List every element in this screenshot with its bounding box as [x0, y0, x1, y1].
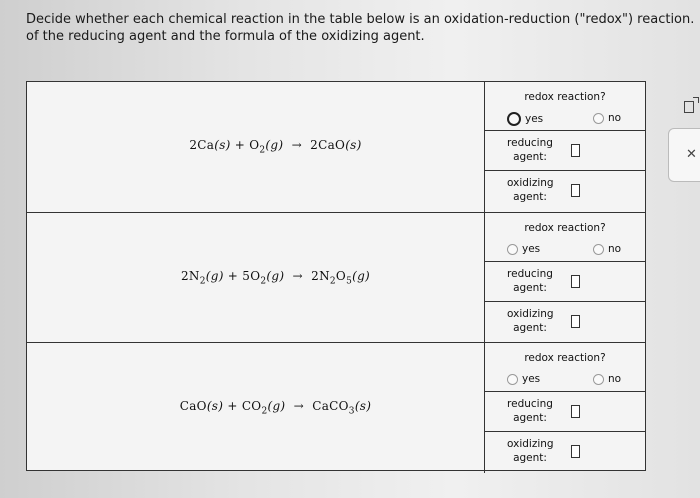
- equation-part: + CO: [223, 399, 262, 414]
- oxidizing-agent-label-line2: agent:: [513, 452, 547, 464]
- reducing-agent-label-line2: agent:: [513, 412, 547, 424]
- no-radio[interactable]: [593, 113, 604, 124]
- redox-no-option[interactable]: [593, 243, 621, 255]
- equation-part: (g): [352, 269, 371, 284]
- reducing-agent-box: [485, 262, 645, 302]
- equation-part: (g): [265, 138, 284, 153]
- equation-part: + O: [230, 138, 260, 153]
- equation-part: 2: [329, 276, 336, 287]
- oxidizing-agent-label: [507, 176, 553, 204]
- table-row: [27, 82, 645, 212]
- reducing-agent-label-line1: reducing: [507, 398, 553, 410]
- oxidizing-agent-label-line1: oxidizing: [507, 438, 554, 450]
- redox-no-option[interactable]: [593, 373, 621, 385]
- reducing-agent-input[interactable]: [571, 144, 580, 157]
- reducing-agent-input[interactable]: [571, 275, 580, 288]
- equation-part: 3: [348, 406, 355, 417]
- yes-radio[interactable]: [507, 244, 518, 255]
- redox-yes-option[interactable]: [507, 373, 540, 385]
- answer-panel: [485, 213, 645, 343]
- oxidizing-agent-input[interactable]: [571, 315, 580, 328]
- close-icon[interactable]: ✕: [686, 147, 697, 162]
- oxidizing-agent-input[interactable]: [571, 445, 580, 458]
- equation-part: → 2CaO: [283, 138, 346, 153]
- equation-part: → 2N: [284, 269, 330, 284]
- equation-part: 2N: [180, 269, 200, 284]
- instructions: [26, 11, 700, 45]
- reducing-agent-label-line2: agent:: [513, 282, 547, 294]
- equation-part: 2Ca: [189, 138, 215, 153]
- equation-part: 2: [199, 276, 206, 287]
- equation-part: 5: [346, 276, 353, 287]
- reducing-agent-box: [485, 131, 645, 171]
- equation-part: 2: [259, 145, 266, 156]
- reducing-agent-label: [507, 136, 553, 164]
- oxidizing-agent-box: [485, 171, 645, 211]
- reducing-agent-label-line1: reducing: [507, 268, 553, 280]
- redox-question-label: redox reaction?: [524, 352, 606, 364]
- no-radio[interactable]: [593, 374, 604, 385]
- reducing-agent-input[interactable]: [571, 405, 580, 418]
- superscript-mark-icon: [693, 97, 699, 103]
- no-label: no: [608, 112, 622, 124]
- instructions-line-2: of the reducing agent and the formula of the oxidizing agent.: [26, 29, 425, 44]
- no-label: no: [608, 243, 622, 255]
- oxidizing-agent-input[interactable]: [571, 184, 580, 197]
- reaction-cell: [27, 343, 485, 473]
- reducing-agent-label: [507, 267, 553, 295]
- redox-yes-option[interactable]: [507, 112, 543, 126]
- equation-part: → CaCO: [285, 399, 349, 414]
- yes-label: yes: [522, 243, 541, 255]
- yes-label: yes: [522, 373, 541, 385]
- table-row: [27, 212, 645, 343]
- oxidizing-agent-label-line1: oxidizing: [507, 308, 554, 320]
- redox-no-option[interactable]: [593, 112, 621, 124]
- reaction-table: [26, 81, 646, 471]
- no-label: no: [608, 373, 622, 385]
- oxidizing-agent-label: [507, 437, 553, 465]
- answer-panel: [485, 343, 645, 473]
- instructions-line-1: Decide whether each chemical reaction in the table below is an oxidation-reduction ("redox") reaction.: [26, 12, 695, 27]
- equation-part: + 5O: [223, 269, 261, 284]
- oxidizing-agent-label-line2: agent:: [513, 322, 547, 334]
- reducing-agent-box: [485, 392, 645, 432]
- equation-part: 2: [260, 276, 267, 287]
- reaction-cell: [27, 213, 485, 343]
- equation-part: O: [335, 269, 347, 284]
- oxidizing-agent-label-line2: agent:: [513, 191, 547, 203]
- reducing-agent-label-line1: reducing: [507, 137, 553, 149]
- no-radio[interactable]: [593, 244, 604, 255]
- oxidizing-agent-label: [507, 307, 553, 335]
- equation-part: (g): [266, 269, 285, 284]
- equation-part: 2: [261, 406, 268, 417]
- reaction-equation: [180, 399, 372, 416]
- redox-yes-option[interactable]: [507, 243, 540, 255]
- equation-part: (g): [205, 269, 224, 284]
- yes-label: yes: [525, 113, 544, 125]
- reducing-agent-label: [507, 397, 553, 425]
- reducing-agent-label-line2: agent:: [513, 151, 547, 163]
- equation-part: (s): [214, 138, 231, 153]
- equation-part: (s): [354, 399, 372, 414]
- equation-part: CaO: [179, 399, 207, 414]
- redox-question-box: [485, 213, 645, 262]
- reaction-equation: [181, 269, 370, 286]
- oxidizing-agent-box: [485, 302, 645, 342]
- redox-question-label: redox reaction?: [524, 91, 606, 103]
- equation-part: (g): [267, 399, 286, 414]
- yes-radio[interactable]: [507, 112, 521, 126]
- reaction-cell: [27, 82, 485, 212]
- redox-question-box: [485, 343, 645, 392]
- oxidizing-agent-label-line1: oxidizing: [507, 177, 554, 189]
- yes-radio[interactable]: [507, 374, 518, 385]
- equation-part: (s): [345, 138, 362, 153]
- answer-panel: [485, 82, 645, 212]
- equation-part: (s): [206, 399, 224, 414]
- table-row: [27, 342, 645, 473]
- redox-question-label: redox reaction?: [524, 222, 606, 234]
- reaction-equation: [189, 138, 361, 155]
- redox-question-box: [485, 82, 645, 131]
- oxidizing-agent-box: [485, 432, 645, 472]
